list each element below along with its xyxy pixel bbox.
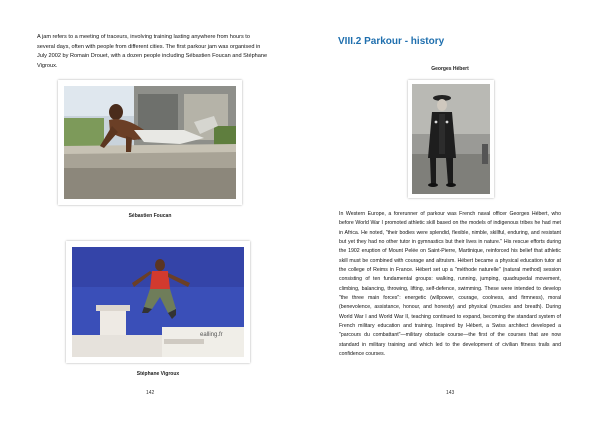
photo-sebastien-foucan [58, 80, 242, 205]
photo-stephane-vigroux [66, 241, 250, 363]
photo2-sign-text: ealling.fr [200, 332, 223, 338]
photo-vigroux-image [72, 247, 244, 357]
photo-georges-hebert [408, 80, 494, 198]
section-title: VIII.2 Parkour - history [338, 36, 445, 47]
photo-foucan-image [64, 86, 236, 199]
page-number-right: 143 [446, 390, 455, 396]
intro-paragraph: A jam refers to a meeting of traceurs, involving training lasting anywhere from hours to several days, often with people from different cities. The first parkour jam was organised in July 2002 by Romain Drouet, with a dozen people including Sébastien Foucan and Stéphane Vigroux. [37, 34, 268, 69]
photo1-caption: Sébastien Foucan [128, 213, 172, 219]
history-body-text: In Western Europe, a forerunner of parkour was French naval officer Georges Hébert, who before World War I promoted athletic skill based on the models of indigenous tribes he had met in Africa. He noted, "their bodies were splendid, flexible, nimble, skillful, enduring, and resistant but yet they had no other tutor in gymnastics but their lives in nature." His rescue efforts during the 1902 eruption of Mount Pelée on Saint-Pierre, Martinique, reinforced his belief that athletic skill must be combined with courage and altruism. Hébert became a physical education tutor at the college of Reims in France. Hébert set up a "méthode naturelle" (natural method) session consisting of ten fundamental groups: walking, running, jumping, quadrupedal movement, climbing, balancing, throwing, lifting, self-defence, swimming. These were intended to develop "the three main forces": energetic (willpower, courage, coolness, and firmness), moral (benevolence, assistance, honour, and honesty) and physical (muscles and breath). During World War I and World War II, teaching continued to expand, becoming the standard system of French military education and training. Inspired by Hébert, a Swiss architect developed a "parcours du combattant"—military obstacle course—the first of the courses that are now standard in military training and which led to the development of civilian fitness trails and confidence courses. [339, 211, 561, 358]
photo-hebert-caption: Georges Hébert [431, 66, 469, 72]
photo-hebert-image [412, 84, 490, 194]
photo2-caption: Stéphane Vigroux [136, 371, 180, 377]
page-number-left: 142 [146, 390, 155, 396]
